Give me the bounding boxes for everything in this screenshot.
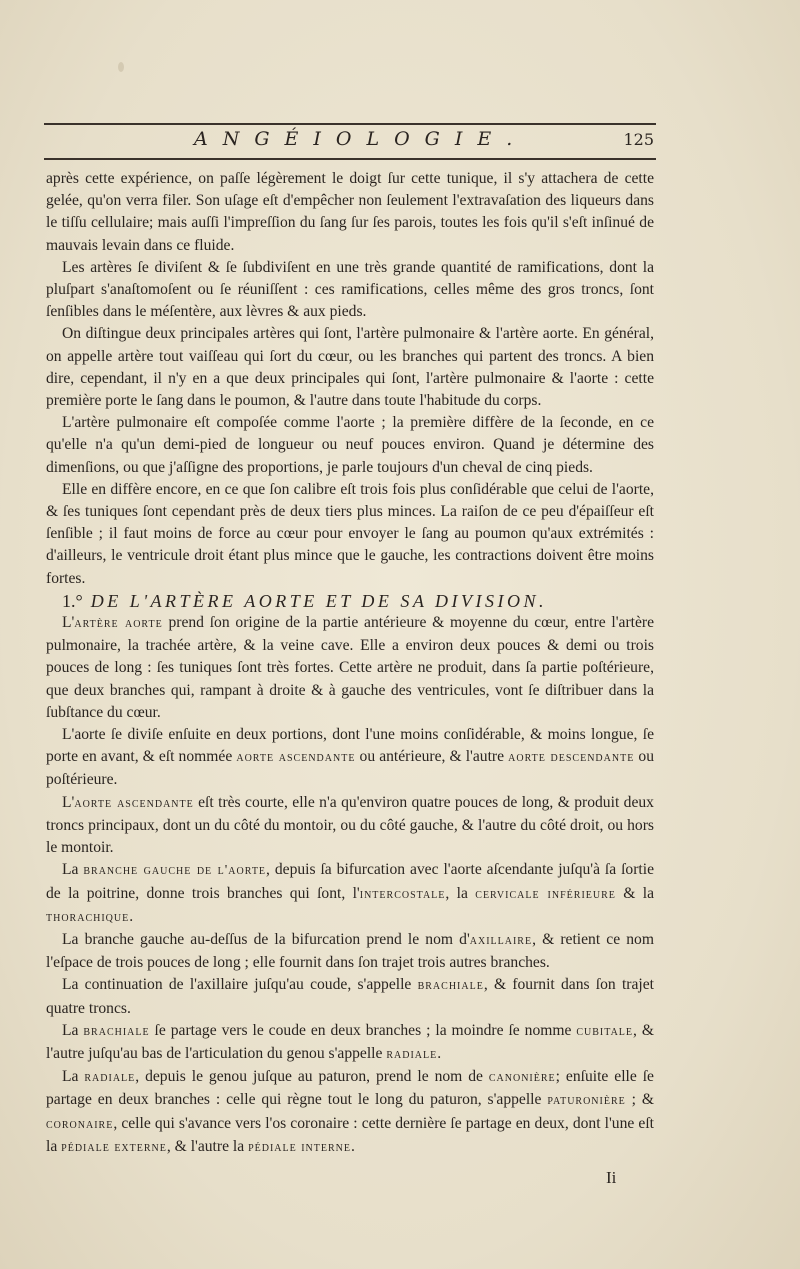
paragraph: La brachiale ſe partage vers le coude en deux branches ; la moindre ſe nomme cubitale, & l'autre juſqu'au bas de l'articulation du genou s'appelle radiale. <box>46 1021 654 1062</box>
section-number: 1.° <box>62 590 83 611</box>
signature-mark: Ii <box>606 1168 617 1187</box>
term: canonière <box>488 1070 556 1086</box>
section-title: DE L'ARTÈRE AORTE ET DE SA DIVISION. <box>90 590 548 611</box>
paragraph: On diſtingue deux principales artères qui ſont, l'artère pulmonaire & l'artère aorte. En général, on appelle artère tout vaiſſeau qui ſort du cœur, ou les branches qui partent des troncs. A bien dire, cependant, il n'y en a que deux principales qui ſont, l'artère pulmonaire & l'aorte : cette première porte le ſang dans le poumon, & l'autre dans toute l'habitude du corps. <box>46 325 654 410</box>
header-rule-bottom <box>44 158 656 160</box>
paragraph: La branche gauche de l'aorte, depuis ſa bifurcation avec l'aorte aſcendante juſqu'à ſa ſortie de la poitrine, donne trois branches qui ſont, l'intercostale, la cervicale inférieure & la thorachique. <box>46 861 654 925</box>
page-header <box>44 128 656 154</box>
paragraph: La branche gauche au-deſſus de la bifurcation prend le nom d'axillaire, & retient ce nom l'eſpace de trois pouces de long ; elle fournit dans ſon trajet trois autres branches. <box>46 930 654 972</box>
term: cubitale <box>576 1023 634 1039</box>
paragraph: Les artères ſe diviſent & ſe ſubdiviſent en une très grande quantité de ramifications, dont la pluſpart s'anaſtomoſent ou ſe réuniſſent : ces ramifications, celles même des gros troncs, ſont ſenſibles dans le méſentère, aux lèvres & aux pieds. <box>46 258 654 321</box>
body-text <box>46 168 654 1159</box>
term: aorte ascendante <box>236 750 356 766</box>
term: radiale <box>84 1070 136 1086</box>
paragraph: après cette expérience, on paſſe légèrement le doigt ſur cette tunique, il s'y attachera de cette gelée, qu'on verra filer. Son uſage eſt d'empêcher non ſeulement l'extravaſation des liqueurs dans le tiſſu cellulaire; mais auſſi l'impreſſion du ſang ſur ſes parois, toutes les fois qu'il s'eſt inſinué de mauvais levain dans ce fluide. <box>46 170 654 254</box>
running-head: ANGÉIOLOGIE. <box>194 128 528 150</box>
paper-stain <box>118 62 124 72</box>
header-rule-top <box>44 123 656 125</box>
term: paturonière <box>547 1093 626 1109</box>
term: radiale <box>386 1046 438 1062</box>
term: coronaire <box>46 1116 114 1132</box>
paragraph: L'artère aorte prend ſon origine de la partie antérieure & moyenne du cœur, entre l'artère pulmonaire, la trachée artère, & la veine cave. Elle a environ deux pouces & demi ou trois pouces de long : ſes tuniques ſont très fortes. Cette artère ne produit, dans ſa partie poſtérieure, que deux branches qui, rampant à droite & à gauche des ventricules, vont ſe diſtribuer dans la ſubſtance du cœur. <box>46 614 654 721</box>
paragraph: La radiale, depuis le genou juſque au paturon, prend le nom de canonière; enſuite elle ſe partage en deux branches : celle qui règne tout le long du paturon, s'appelle paturonière ; & coronaire, celle qui s'avance vers l'os coronaire : cette dernière ſe partage en deux, dont l'une eſt la pédiale externe, & l'autre la pédiale interne. <box>46 1068 654 1155</box>
paragraph: L'aorte ſe diviſe enſuite en deux portions, dont l'une moins conſidérable, & moins longue, ſe porte en avant, & eſt nommée aorte ascendante ou antérieure, & l'autre aorte descendante ou poſtérieure. <box>46 726 655 789</box>
paragraph: La continuation de l'axillaire juſqu'au coude, s'appelle brachiale, & fournit dans ſon trajet quatre troncs. <box>46 976 654 1017</box>
term: pédiale externe <box>61 1139 167 1155</box>
page-number: 125 <box>623 130 654 149</box>
paragraph: L'aorte ascendante eſt très courte, elle n'a qu'environ quatre pouces de long, & produit deux troncs principaux, dont un du côté du montoir, ou du côté gauche, & l'autre du côté droit, ou hors le montoir. <box>46 793 654 857</box>
term: branche gauche de l'aorte <box>83 863 267 879</box>
section-heading <box>46 590 654 612</box>
paragraph: Elle en diffère encore, en ce que ſon calibre eſt trois fois plus conſidérable que celui de l'aorte, & ſes tuniques ſont cependant près de deux tiers plus minces. La raiſon de ce peu d'épaiſſeur eſt ſenſible ; il faut moins de force au cœur pour envoyer le ſang au poumon qu'aux extrémités : d'ailleurs, le ventricule droit étant plus mince que le gauche, les contractions doivent être moins fortes. <box>46 480 654 587</box>
term: pédiale interne <box>248 1139 351 1155</box>
term: aorte descendante <box>508 750 635 766</box>
term: artère aorte <box>74 616 163 632</box>
term: brachiale <box>417 978 484 994</box>
paragraph: L'artère pulmonaire eſt compoſée comme l'aorte ; la première diffère de la ſeconde, en ce qu'elle n'a qu'un demi-pied de longueur ou neuf pouces environ. Quand je détermine des dimenſions, ou que j'aſſigne des proportions, je parle toujours d'un cheval de cinq pieds. <box>46 414 654 476</box>
term: axillaire <box>469 932 533 948</box>
term: brachiale <box>83 1023 150 1039</box>
term: aorte ascendante <box>74 795 194 811</box>
term: intercostale <box>359 886 446 902</box>
term: cervicale inférieure <box>475 886 616 902</box>
term: thorachique <box>46 909 130 925</box>
